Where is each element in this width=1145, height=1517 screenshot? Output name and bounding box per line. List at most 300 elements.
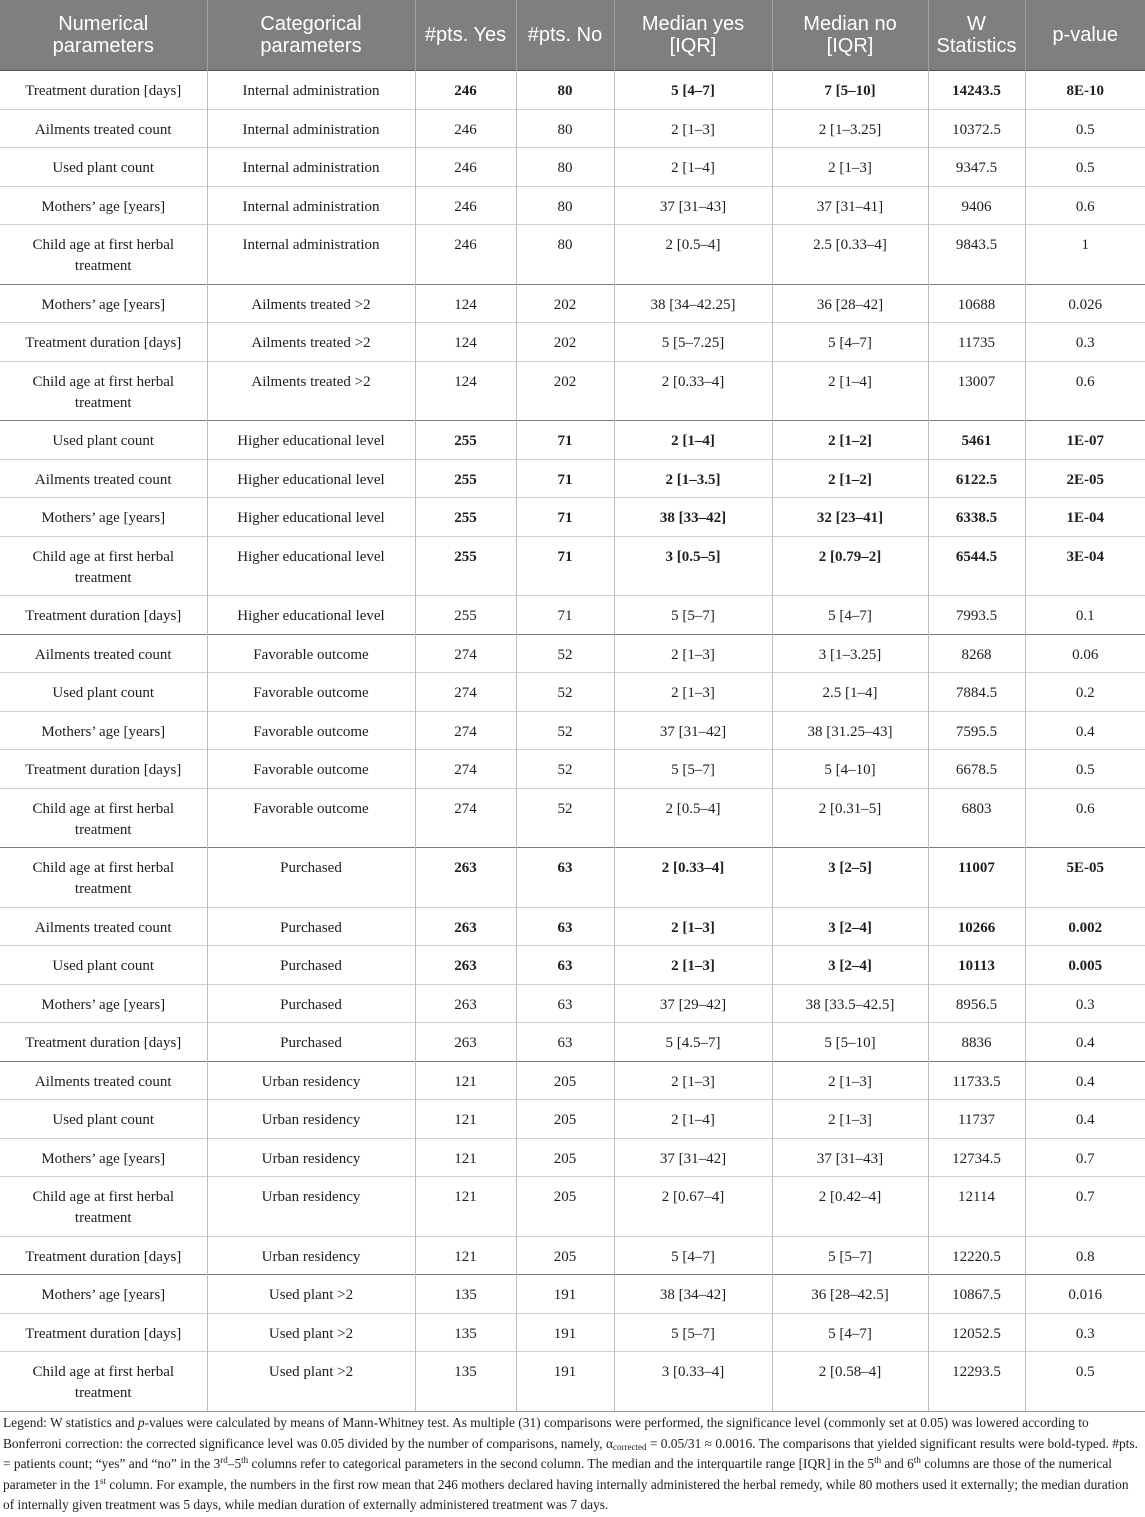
cell-p-value: 1 — [1025, 225, 1145, 285]
cell-p-value: 0.7 — [1025, 1138, 1145, 1177]
cell-pts-yes: 263 — [415, 1023, 516, 1062]
cell-median-yes: 2 [0.67–4] — [614, 1177, 772, 1237]
cell-numerical-parameter: Mothers’ age [years] — [0, 284, 207, 323]
cell-median-yes: 2 [1–4] — [614, 148, 772, 187]
table-row — [0, 848, 1145, 908]
cell-pts-yes: 274 — [415, 673, 516, 712]
cell-pts-yes: 135 — [415, 1275, 516, 1314]
cell-p-value: 1E-04 — [1025, 498, 1145, 537]
header-pts-no: #pts. No — [516, 0, 614, 71]
cell-w-statistic: 10688 — [928, 284, 1025, 323]
cell-w-statistic: 7993.5 — [928, 596, 1025, 635]
cell-pts-no: 205 — [516, 1061, 614, 1100]
cell-median-no: 2 [0.42–4] — [772, 1177, 928, 1237]
cell-numerical-parameter: Child age at first herbal treatment — [0, 1177, 207, 1237]
cell-p-value: 0.5 — [1025, 109, 1145, 148]
cell-median-no: 2.5 [1–4] — [772, 673, 928, 712]
legend-superscript: th — [913, 1455, 921, 1465]
cell-numerical-parameter: Mothers’ age [years] — [0, 1275, 207, 1314]
header-pts-yes: #pts. Yes — [415, 0, 516, 71]
cell-pts-no: 202 — [516, 361, 614, 421]
cell-median-no: 2 [0.58–4] — [772, 1352, 928, 1412]
cell-numerical-parameter: Child age at first herbal treatment — [0, 1352, 207, 1412]
cell-p-value: 0.026 — [1025, 284, 1145, 323]
cell-median-no: 5 [4–7] — [772, 596, 928, 635]
cell-median-no: 5 [5–10] — [772, 1023, 928, 1062]
legend-text: columns are those of the numerical parameter in the 1 — [3, 1456, 1112, 1492]
legend-text: Legend: W statistics and — [3, 1415, 138, 1430]
cell-median-no: 3 [1–3.25] — [772, 634, 928, 673]
cell-median-yes: 37 [31–42] — [614, 711, 772, 750]
cell-pts-yes: 121 — [415, 1236, 516, 1275]
table-row — [0, 148, 1145, 187]
cell-pts-yes: 255 — [415, 421, 516, 460]
cell-pts-no: 52 — [516, 788, 614, 848]
cell-median-yes: 2 [1–3] — [614, 109, 772, 148]
table-row — [0, 1061, 1145, 1100]
cell-categorical-parameter: Purchased — [207, 946, 415, 985]
cell-median-no: 2 [1–3] — [772, 1061, 928, 1100]
cell-median-no: 2 [1–3] — [772, 148, 928, 187]
cell-numerical-parameter: Treatment duration [days] — [0, 71, 207, 110]
cell-median-no: 5 [4–7] — [772, 323, 928, 362]
table-row — [0, 459, 1145, 498]
cell-numerical-parameter: Mothers’ age [years] — [0, 1138, 207, 1177]
cell-median-no: 2 [1–3.25] — [772, 109, 928, 148]
cell-categorical-parameter: Favorable outcome — [207, 711, 415, 750]
cell-pts-yes: 263 — [415, 946, 516, 985]
cell-median-no: 2 [1–2] — [772, 459, 928, 498]
cell-median-yes: 37 [31–43] — [614, 186, 772, 225]
cell-categorical-parameter: Favorable outcome — [207, 788, 415, 848]
cell-pts-no: 202 — [516, 323, 614, 362]
legend-text: = 0.05/31 ≈ 0.0016. The comparisons that yielded significant results were bold-typed. #pts. = patients count; “yes” and “no” in the 3 — [3, 1435, 1138, 1471]
cell-w-statistic: 6544.5 — [928, 536, 1025, 596]
cell-categorical-parameter: Urban residency — [207, 1138, 415, 1177]
cell-p-value: 0.3 — [1025, 323, 1145, 362]
cell-pts-yes: 246 — [415, 71, 516, 110]
cell-median-no: 3 [2–5] — [772, 848, 928, 908]
cell-pts-yes: 124 — [415, 284, 516, 323]
table-row — [0, 71, 1145, 110]
cell-median-yes: 5 [4–7] — [614, 1236, 772, 1275]
cell-pts-yes: 121 — [415, 1177, 516, 1237]
cell-pts-no: 63 — [516, 946, 614, 985]
table-row — [0, 1023, 1145, 1062]
cell-numerical-parameter: Used plant count — [0, 421, 207, 460]
cell-pts-yes: 246 — [415, 186, 516, 225]
cell-pts-yes: 255 — [415, 596, 516, 635]
cell-w-statistic: 12293.5 — [928, 1352, 1025, 1412]
cell-median-no: 2.5 [0.33–4] — [772, 225, 928, 285]
cell-categorical-parameter: Higher educational level — [207, 459, 415, 498]
cell-categorical-parameter: Favorable outcome — [207, 634, 415, 673]
cell-pts-no: 191 — [516, 1275, 614, 1314]
cell-w-statistic: 6338.5 — [928, 498, 1025, 537]
cell-p-value: 0.002 — [1025, 907, 1145, 946]
cell-median-no: 2 [1–4] — [772, 361, 928, 421]
cell-pts-no: 205 — [516, 1138, 614, 1177]
cell-pts-no: 191 — [516, 1352, 614, 1412]
cell-p-value: 0.6 — [1025, 361, 1145, 421]
cell-numerical-parameter: Used plant count — [0, 148, 207, 187]
table-row — [0, 284, 1145, 323]
cell-categorical-parameter: Higher educational level — [207, 536, 415, 596]
header-median-yes: Median yes [IQR] — [614, 0, 772, 71]
cell-pts-yes: 121 — [415, 1100, 516, 1139]
cell-median-no: 2 [0.79–2] — [772, 536, 928, 596]
cell-p-value: 0.4 — [1025, 1100, 1145, 1139]
cell-pts-no: 71 — [516, 536, 614, 596]
table-row — [0, 634, 1145, 673]
cell-median-yes: 2 [1–3.5] — [614, 459, 772, 498]
cell-median-yes: 5 [5–7] — [614, 1313, 772, 1352]
cell-w-statistic: 12220.5 — [928, 1236, 1025, 1275]
table-row — [0, 323, 1145, 362]
cell-w-statistic: 8268 — [928, 634, 1025, 673]
cell-w-statistic: 10867.5 — [928, 1275, 1025, 1314]
cell-p-value: 0.6 — [1025, 186, 1145, 225]
cell-median-yes: 3 [0.5–5] — [614, 536, 772, 596]
cell-pts-yes: 263 — [415, 984, 516, 1023]
cell-pts-no: 52 — [516, 750, 614, 789]
table-row — [0, 536, 1145, 596]
cell-w-statistic: 8836 — [928, 1023, 1025, 1062]
cell-median-yes: 37 [29–42] — [614, 984, 772, 1023]
cell-pts-yes: 274 — [415, 750, 516, 789]
cell-median-no: 37 [31–41] — [772, 186, 928, 225]
cell-median-yes: 5 [4.5–7] — [614, 1023, 772, 1062]
cell-numerical-parameter: Child age at first herbal treatment — [0, 536, 207, 596]
table-row — [0, 1313, 1145, 1352]
legend-text: columns refer to categorical parameters in the second column. The median and the interquartile range [IQR] in the 5 — [248, 1456, 875, 1471]
cell-w-statistic: 12052.5 — [928, 1313, 1025, 1352]
cell-w-statistic: 14243.5 — [928, 71, 1025, 110]
cell-pts-yes: 255 — [415, 536, 516, 596]
cell-w-statistic: 12734.5 — [928, 1138, 1025, 1177]
table-row — [0, 186, 1145, 225]
table-row — [0, 907, 1145, 946]
header-categorical-parameters: Categorical parameters — [207, 0, 415, 71]
cell-w-statistic: 9347.5 — [928, 148, 1025, 187]
cell-numerical-parameter: Child age at first herbal treatment — [0, 848, 207, 908]
cell-w-statistic: 12114 — [928, 1177, 1025, 1237]
cell-p-value: 0.3 — [1025, 1313, 1145, 1352]
cell-w-statistic: 9843.5 — [928, 225, 1025, 285]
cell-w-statistic: 10113 — [928, 946, 1025, 985]
cell-w-statistic: 11735 — [928, 323, 1025, 362]
cell-median-yes: 2 [1–3] — [614, 946, 772, 985]
cell-w-statistic: 11737 — [928, 1100, 1025, 1139]
cell-pts-yes: 274 — [415, 788, 516, 848]
cell-pts-yes: 135 — [415, 1352, 516, 1412]
cell-pts-no: 71 — [516, 421, 614, 460]
cell-w-statistic: 10372.5 — [928, 109, 1025, 148]
table-row — [0, 673, 1145, 712]
cell-categorical-parameter: Urban residency — [207, 1236, 415, 1275]
cell-categorical-parameter: Favorable outcome — [207, 673, 415, 712]
cell-w-statistic: 6678.5 — [928, 750, 1025, 789]
cell-median-yes: 2 [0.33–4] — [614, 361, 772, 421]
table-body — [0, 71, 1145, 1412]
table-row — [0, 596, 1145, 635]
cell-pts-yes: 135 — [415, 1313, 516, 1352]
table-row — [0, 109, 1145, 148]
cell-w-statistic: 7595.5 — [928, 711, 1025, 750]
cell-categorical-parameter: Used plant >2 — [207, 1275, 415, 1314]
cell-p-value: 0.7 — [1025, 1177, 1145, 1237]
cell-categorical-parameter: Urban residency — [207, 1177, 415, 1237]
cell-w-statistic: 9406 — [928, 186, 1025, 225]
cell-median-yes: 2 [1–4] — [614, 421, 772, 460]
table-row — [0, 946, 1145, 985]
cell-p-value: 0.016 — [1025, 1275, 1145, 1314]
cell-categorical-parameter: Purchased — [207, 1023, 415, 1062]
cell-numerical-parameter: Treatment duration [days] — [0, 1236, 207, 1275]
cell-numerical-parameter: Treatment duration [days] — [0, 750, 207, 789]
cell-w-statistic: 13007 — [928, 361, 1025, 421]
legend-superscript: st — [100, 1475, 107, 1486]
cell-median-no: 2 [0.31–5] — [772, 788, 928, 848]
cell-categorical-parameter: Higher educational level — [207, 498, 415, 537]
cell-pts-no: 202 — [516, 284, 614, 323]
table-row — [0, 788, 1145, 848]
cell-pts-yes: 263 — [415, 907, 516, 946]
cell-numerical-parameter: Ailments treated count — [0, 459, 207, 498]
cell-median-yes: 2 [0.5–4] — [614, 225, 772, 285]
cell-numerical-parameter: Child age at first herbal treatment — [0, 361, 207, 421]
legend-text: column. For example, the numbers in the first row mean that 246 mothers declared having internally administered the herbal remedy, while 80 mothers used it externally; the median duration of internally given treatment was 5 days, while median duration of externally administered treatment was 7 days. — [3, 1476, 1129, 1512]
cell-median-no: 32 [23–41] — [772, 498, 928, 537]
cell-w-statistic: 8956.5 — [928, 984, 1025, 1023]
cell-median-no: 2 [1–2] — [772, 421, 928, 460]
table-row — [0, 711, 1145, 750]
cell-median-yes: 2 [1–3] — [614, 673, 772, 712]
legend-text: -values were calculated by means of Mann-Whitney test. As multiple (31) comparisons were performed, the significance level (commonly set at 0.05) was lowered according to Bonferroni correction: the corrected significance level was 0.05 divided by the number of comparisons, namely, α — [3, 1415, 1089, 1451]
cell-pts-yes: 274 — [415, 634, 516, 673]
cell-numerical-parameter: Treatment duration [days] — [0, 1313, 207, 1352]
cell-p-value: 1E-07 — [1025, 421, 1145, 460]
cell-w-statistic: 10266 — [928, 907, 1025, 946]
cell-median-no: 3 [2–4] — [772, 946, 928, 985]
cell-categorical-parameter: Higher educational level — [207, 596, 415, 635]
cell-w-statistic: 5461 — [928, 421, 1025, 460]
cell-median-yes: 37 [31–42] — [614, 1138, 772, 1177]
cell-categorical-parameter: Internal administration — [207, 186, 415, 225]
table-row — [0, 421, 1145, 460]
cell-pts-no: 52 — [516, 673, 614, 712]
cell-p-value: 8E-10 — [1025, 71, 1145, 110]
cell-pts-no: 63 — [516, 984, 614, 1023]
cell-pts-yes: 246 — [415, 109, 516, 148]
table-row — [0, 1138, 1145, 1177]
legend-superscript: rd — [220, 1455, 228, 1465]
cell-pts-yes: 263 — [415, 848, 516, 908]
cell-w-statistic: 11733.5 — [928, 1061, 1025, 1100]
table-row — [0, 225, 1145, 285]
table-legend — [0, 1413, 1145, 1516]
cell-median-no: 2 [1–3] — [772, 1100, 928, 1139]
cell-numerical-parameter: Ailments treated count — [0, 109, 207, 148]
cell-numerical-parameter: Used plant count — [0, 1100, 207, 1139]
cell-pts-yes: 274 — [415, 711, 516, 750]
cell-categorical-parameter: Higher educational level — [207, 421, 415, 460]
cell-median-yes: 5 [5–7] — [614, 596, 772, 635]
legend-alpha-subscript: corrected — [613, 1441, 647, 1452]
cell-numerical-parameter: Mothers’ age [years] — [0, 186, 207, 225]
cell-pts-yes: 121 — [415, 1138, 516, 1177]
cell-pts-no: 205 — [516, 1236, 614, 1275]
cell-categorical-parameter: Ailments treated >2 — [207, 284, 415, 323]
cell-median-yes: 5 [5–7.25] — [614, 323, 772, 362]
cell-p-value: 0.5 — [1025, 148, 1145, 187]
cell-p-value: 0.5 — [1025, 1352, 1145, 1412]
cell-numerical-parameter: Ailments treated count — [0, 907, 207, 946]
cell-categorical-parameter: Internal administration — [207, 109, 415, 148]
cell-w-statistic: 11007 — [928, 848, 1025, 908]
table-row — [0, 1100, 1145, 1139]
cell-median-yes: 2 [0.5–4] — [614, 788, 772, 848]
legend-text: –5 — [227, 1456, 242, 1471]
table-row — [0, 1275, 1145, 1314]
cell-numerical-parameter: Treatment duration [days] — [0, 1023, 207, 1062]
header-numerical-parameters: Numerical parameters — [0, 0, 207, 71]
header-row — [0, 0, 1145, 71]
cell-pts-no: 80 — [516, 71, 614, 110]
cell-w-statistic: 6122.5 — [928, 459, 1025, 498]
cell-categorical-parameter: Internal administration — [207, 148, 415, 187]
cell-pts-no: 63 — [516, 907, 614, 946]
cell-pts-no: 63 — [516, 848, 614, 908]
cell-numerical-parameter: Child age at first herbal treatment — [0, 225, 207, 285]
table-row — [0, 750, 1145, 789]
table-row — [0, 1177, 1145, 1237]
cell-median-yes: 2 [0.33–4] — [614, 848, 772, 908]
cell-categorical-parameter: Favorable outcome — [207, 750, 415, 789]
header-median-no: Median no [IQR] — [772, 0, 928, 71]
cell-numerical-parameter: Mothers’ age [years] — [0, 498, 207, 537]
cell-median-yes: 2 [1–3] — [614, 634, 772, 673]
cell-categorical-parameter: Purchased — [207, 848, 415, 908]
cell-median-no: 37 [31–43] — [772, 1138, 928, 1177]
cell-pts-no: 80 — [516, 148, 614, 187]
cell-median-no: 5 [4–7] — [772, 1313, 928, 1352]
cell-p-value: 0.06 — [1025, 634, 1145, 673]
table-row — [0, 361, 1145, 421]
cell-median-yes: 2 [1–4] — [614, 1100, 772, 1139]
cell-median-yes: 3 [0.33–4] — [614, 1352, 772, 1412]
cell-numerical-parameter: Ailments treated count — [0, 1061, 207, 1100]
cell-categorical-parameter: Internal administration — [207, 225, 415, 285]
cell-median-yes: 5 [4–7] — [614, 71, 772, 110]
cell-median-no: 5 [4–10] — [772, 750, 928, 789]
cell-categorical-parameter: Ailments treated >2 — [207, 361, 415, 421]
cell-numerical-parameter: Treatment duration [days] — [0, 323, 207, 362]
cell-pts-no: 80 — [516, 109, 614, 148]
legend-superscript: th — [874, 1455, 882, 1465]
cell-p-value: 0.005 — [1025, 946, 1145, 985]
cell-pts-no: 52 — [516, 711, 614, 750]
cell-p-value: 0.4 — [1025, 711, 1145, 750]
cell-pts-no: 52 — [516, 634, 614, 673]
cell-p-value: 3E-04 — [1025, 536, 1145, 596]
cell-numerical-parameter: Treatment duration [days] — [0, 596, 207, 635]
cell-median-yes: 38 [34–42] — [614, 1275, 772, 1314]
cell-p-value: 2E-05 — [1025, 459, 1145, 498]
cell-median-no: 7 [5–10] — [772, 71, 928, 110]
legend-superscript: th — [241, 1455, 249, 1465]
cell-median-no: 3 [2–4] — [772, 907, 928, 946]
cell-p-value: 5E-05 — [1025, 848, 1145, 908]
cell-pts-yes: 255 — [415, 498, 516, 537]
cell-numerical-parameter: Child age at first herbal treatment — [0, 788, 207, 848]
cell-w-statistic: 7884.5 — [928, 673, 1025, 712]
cell-pts-no: 71 — [516, 459, 614, 498]
table-row — [0, 498, 1145, 537]
cell-w-statistic: 6803 — [928, 788, 1025, 848]
cell-pts-no: 63 — [516, 1023, 614, 1062]
cell-categorical-parameter: Ailments treated >2 — [207, 323, 415, 362]
cell-pts-yes: 121 — [415, 1061, 516, 1100]
cell-categorical-parameter: Purchased — [207, 984, 415, 1023]
legend-p-italic: p — [137, 1415, 145, 1430]
cell-p-value: 0.4 — [1025, 1023, 1145, 1062]
cell-p-value: 0.5 — [1025, 750, 1145, 789]
cell-pts-no: 80 — [516, 186, 614, 225]
cell-numerical-parameter: Ailments treated count — [0, 634, 207, 673]
cell-median-no: 5 [5–7] — [772, 1236, 928, 1275]
cell-categorical-parameter: Purchased — [207, 907, 415, 946]
table-row — [0, 1352, 1145, 1412]
cell-categorical-parameter: Used plant >2 — [207, 1313, 415, 1352]
cell-median-yes: 2 [1–3] — [614, 1061, 772, 1100]
header-p-value: p-value — [1025, 0, 1145, 71]
cell-p-value: 0.1 — [1025, 596, 1145, 635]
cell-p-value: 0.3 — [1025, 984, 1145, 1023]
cell-pts-yes: 124 — [415, 323, 516, 362]
cell-pts-no: 71 — [516, 498, 614, 537]
cell-pts-no: 205 — [516, 1177, 614, 1237]
cell-pts-no: 191 — [516, 1313, 614, 1352]
cell-categorical-parameter: Internal administration — [207, 71, 415, 110]
cell-median-no: 36 [28–42.5] — [772, 1275, 928, 1314]
cell-pts-yes: 124 — [415, 361, 516, 421]
cell-numerical-parameter: Mothers’ age [years] — [0, 711, 207, 750]
cell-pts-no: 71 — [516, 596, 614, 635]
table-row — [0, 1236, 1145, 1275]
cell-median-no: 38 [33.5–42.5] — [772, 984, 928, 1023]
cell-numerical-parameter: Mothers’ age [years] — [0, 984, 207, 1023]
legend-text: and 6 — [881, 1456, 914, 1471]
cell-pts-yes: 246 — [415, 148, 516, 187]
cell-p-value: 0.2 — [1025, 673, 1145, 712]
table-row — [0, 984, 1145, 1023]
cell-p-value: 0.6 — [1025, 788, 1145, 848]
cell-median-no: 38 [31.25–43] — [772, 711, 928, 750]
cell-categorical-parameter: Urban residency — [207, 1100, 415, 1139]
header-w-statistics: W Statistics — [928, 0, 1025, 71]
cell-p-value: 0.4 — [1025, 1061, 1145, 1100]
cell-median-yes: 38 [33–42] — [614, 498, 772, 537]
cell-median-yes: 38 [34–42.25] — [614, 284, 772, 323]
cell-median-yes: 2 [1–3] — [614, 907, 772, 946]
cell-pts-no: 80 — [516, 225, 614, 285]
cell-pts-yes: 255 — [415, 459, 516, 498]
cell-median-no: 36 [28–42] — [772, 284, 928, 323]
cell-pts-yes: 246 — [415, 225, 516, 285]
cell-pts-no: 205 — [516, 1100, 614, 1139]
cell-numerical-parameter: Used plant count — [0, 946, 207, 985]
